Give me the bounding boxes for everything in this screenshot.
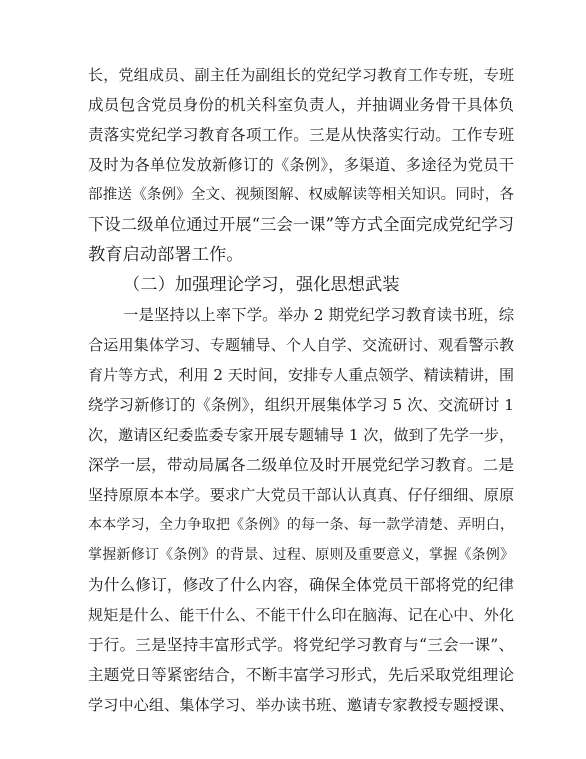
text-line: 次，邀请区纪委监委专家开展专题辅导 1 次，做到了先学一步， (88, 426, 514, 444)
document-body (88, 60, 514, 720)
text-line: 主题党日等紧密结合，不断丰富学习形式，先后采取党组理论 (88, 666, 514, 684)
text-line: 规矩是什么、能干什么、不能干什么印在脑海、记在心中、外化 (88, 606, 514, 624)
text-line: 掌握新修订《条例》的背景、过程、原则及重要意义，掌握《条例》 (88, 547, 514, 563)
text-line: 深学一层，带动局属各二级单位及时开展党纪学习教育。二是 (88, 456, 514, 474)
text-line: 责落实党纪学习教育各项工作。三是从快落实行动。工作专班 (88, 126, 514, 144)
text-line: 成员包含党员身份的机关科室负责人，并抽调业务骨干具体负 (88, 96, 514, 114)
text-line: 部推送《条例》全文、视频图解、权威解读等相关知识。同时，各 (88, 186, 514, 203)
text-line: 育片等方式，利用 2 天时间，安排专人重点领学、精读精讲，围 (88, 366, 514, 384)
text-line: 为什么修订，修改了什么内容，确保全体党员干部将党的纪律 (88, 576, 514, 594)
paragraph-theory-study (88, 300, 514, 720)
text-line: 学习中心组、集体学习、举办读书班、邀请专家教授专题授课、 (88, 696, 514, 714)
text-line: 于行。三是坚持丰富形式学。将党纪学习教育与“三会一课”、 (88, 636, 514, 654)
text-line: 绕学习新修订的《条例》，组织开展集体学习 5 次、交流研讨 1 (88, 396, 514, 414)
text-line: 本本学习，全力争取把《条例》的每一条、每一款学清楚、弄明白， (88, 517, 514, 533)
text-line: 坚持原原本本学。要求广大党员干部认认真真、仔仔细细、原原 (88, 486, 514, 504)
text-line: 一是坚持以上率下学。举办 2 期党纪学习教育读书班，综 (123, 306, 514, 324)
text-line: 及时为各单位发放新修订的《条例》，多渠道、多途径为党员干 (88, 156, 514, 174)
text-line: 下设二级单位通过开展“三会一课”等方式全面完成党纪学习 (88, 215, 514, 234)
section-heading: （二）加强理论学习，强化思想武装 (123, 275, 400, 295)
text-line: 长，党组成员、副主任为副组长的党纪学习教育工作专班，专班 (88, 66, 514, 84)
paragraph-work-team (88, 60, 514, 270)
text-line: 教育启动部署工作。 (88, 245, 244, 265)
text-line: 合运用集体学习、专题辅导、个人自学、交流研讨、观看警示教 (88, 336, 514, 354)
